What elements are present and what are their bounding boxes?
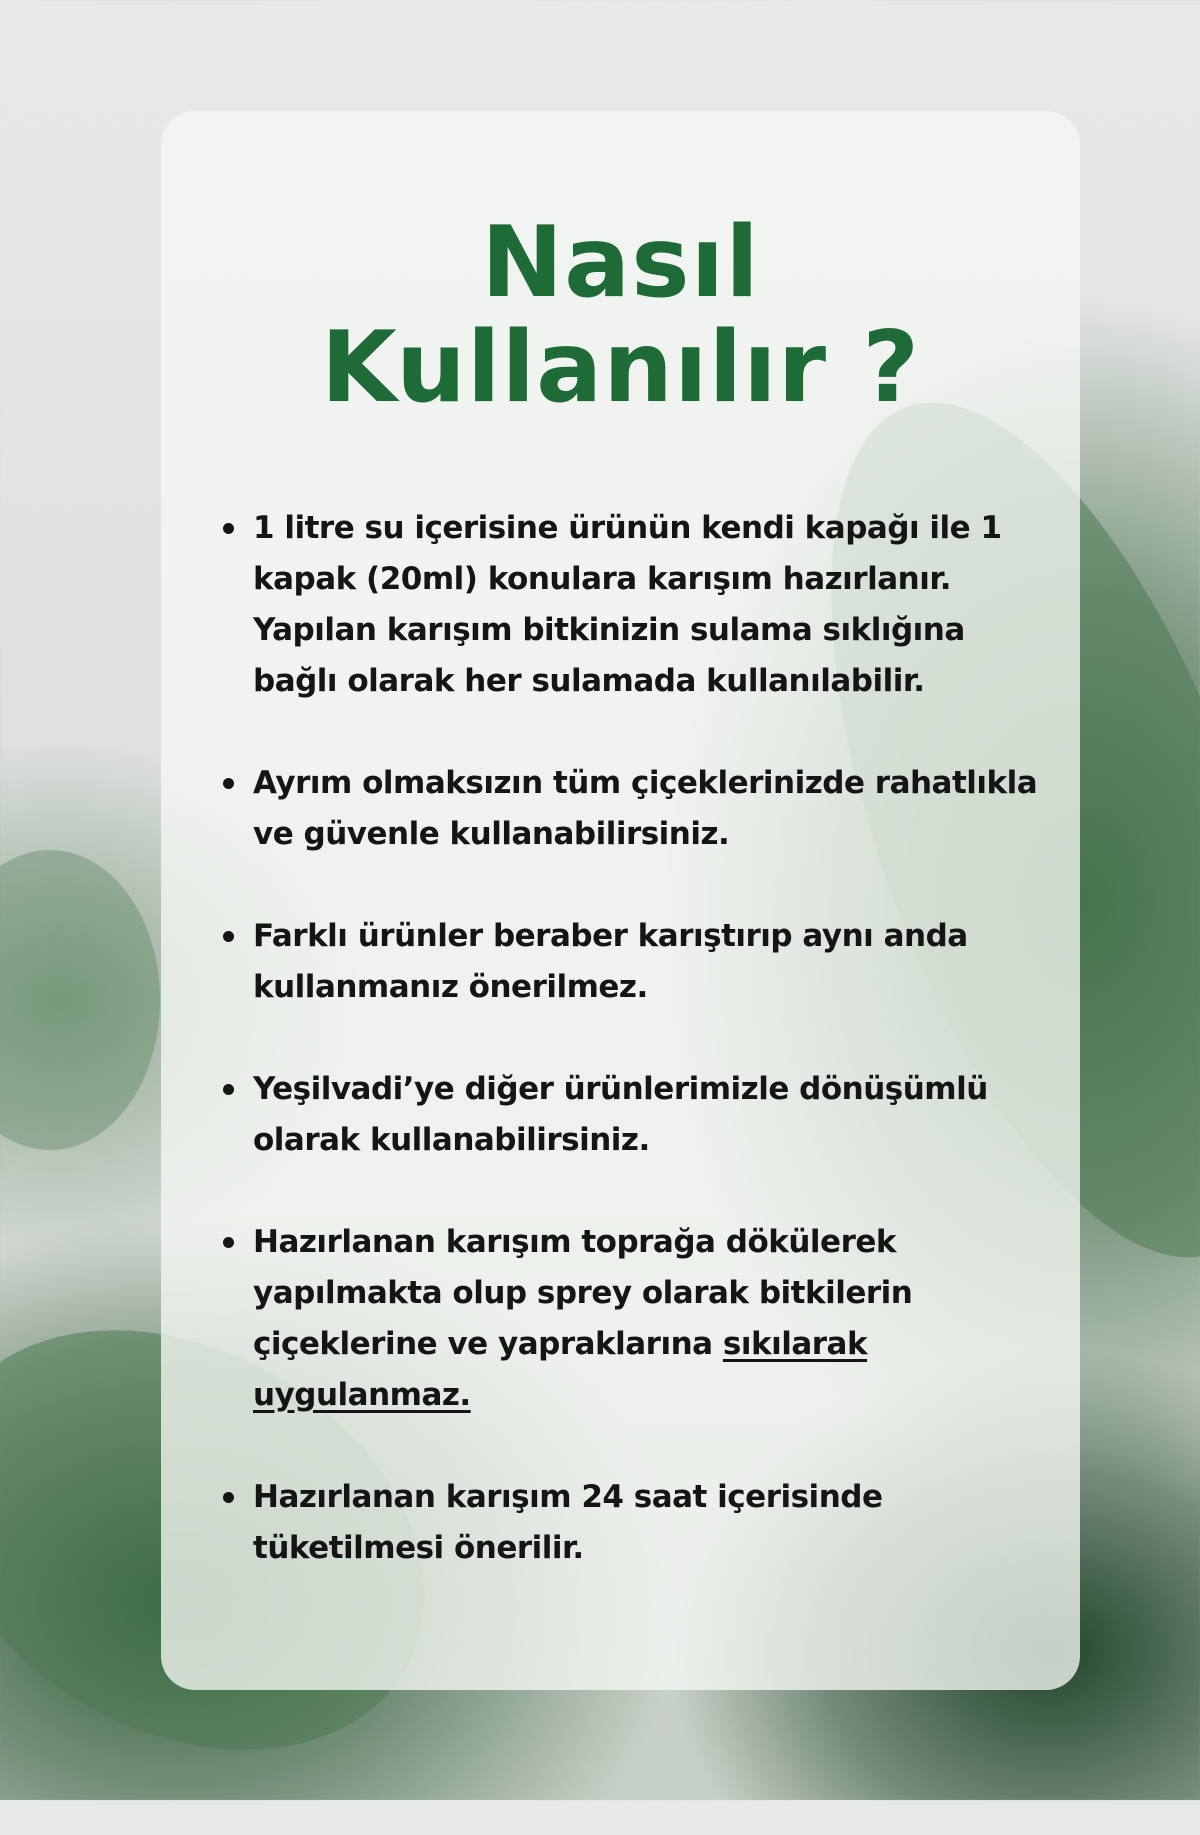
item-text: Yeşilvadi’ye diğer ürünlerimizle dönüşümlü olarak kullanabilirsiniz. bbox=[253, 1071, 988, 1158]
bullet-icon bbox=[223, 1084, 234, 1095]
item-text: Farklı ürünler beraber karıştırıp aynı anda kullanmanız önerilmez. bbox=[253, 918, 968, 1005]
page-title bbox=[161, 206, 1080, 425]
bullet-icon bbox=[223, 778, 234, 789]
item-text: Hazırlanan karışım 24 saat içerisinde tüketilmesi önerilir. bbox=[253, 1479, 883, 1566]
list-item bbox=[253, 1064, 1043, 1166]
item-text: 1 litre su içerisine ürünün kendi kapağı ile 1 kapak (20ml) konulara karışım hazırlanır. Yapılan karışım bitkinizin sulama sıklığına bağlı olarak her sulamada kullanılabilir. bbox=[253, 510, 1002, 699]
list-item bbox=[253, 1472, 1043, 1574]
bullet-icon bbox=[223, 1492, 234, 1503]
instructions-list bbox=[253, 503, 1043, 1625]
list-item bbox=[253, 503, 1043, 707]
title-line-2: Kullanılır ? bbox=[320, 311, 921, 425]
list-item bbox=[253, 1217, 1043, 1421]
bullet-icon bbox=[223, 931, 234, 942]
item-text: Ayrım olmaksızın tüm çiçeklerinizde rahatlıkla ve güvenle kullanabilirsiniz. bbox=[253, 765, 1038, 852]
list-item bbox=[253, 911, 1043, 1013]
bullet-icon bbox=[223, 523, 234, 534]
item-text-underlined: sıkılarak uygulanmaz. bbox=[253, 1326, 868, 1413]
title-line-1: Nasıl bbox=[481, 206, 760, 320]
item-text: Hazırlanan karışım toprağa dökülerek yapılmakta olup sprey olarak bitkilerin çiçeklerine ve yapraklarına bbox=[253, 1224, 913, 1362]
bullet-icon bbox=[223, 1237, 234, 1248]
list-item bbox=[253, 758, 1043, 860]
background-leaf bbox=[0, 850, 160, 1150]
